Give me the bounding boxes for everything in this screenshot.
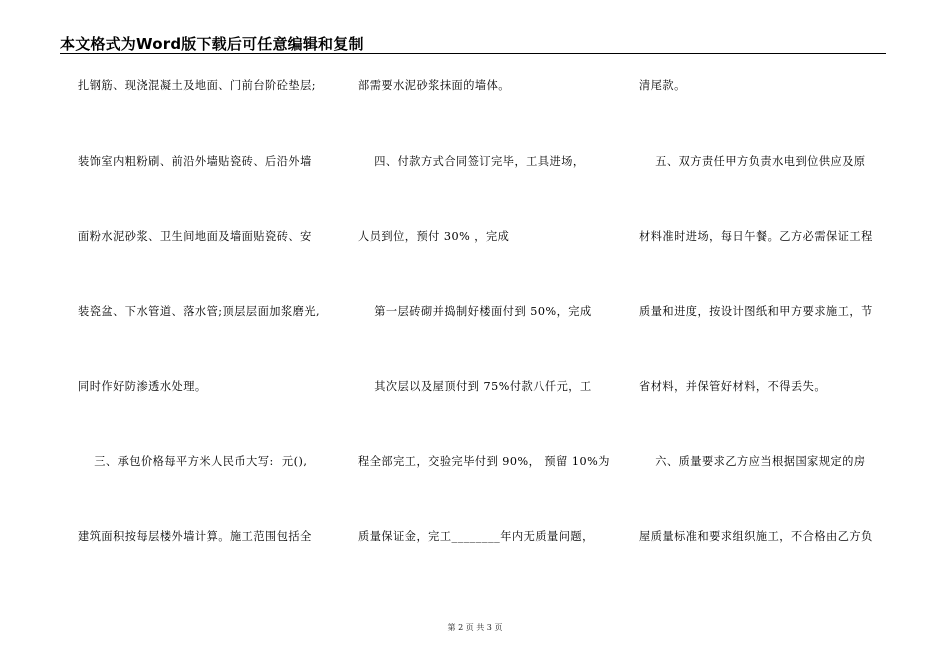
text-line: 五、双方责任甲方负责水电到位供应及原 bbox=[639, 155, 866, 168]
text-line: 三、承包价格每平方米人民币大写: 元(), bbox=[78, 455, 308, 468]
header-divider bbox=[60, 53, 886, 54]
text-line: 第一层砖砌并捣制好楼面付到 50%，完成 bbox=[358, 305, 592, 318]
text-line: 清尾款。 bbox=[639, 79, 686, 92]
text-line: 四、付款方式合同签订完毕，工具进场， bbox=[358, 155, 585, 168]
text-line: 人员到位，预付 30% ，完成 bbox=[358, 230, 510, 243]
page-number: 第 2 页 共 3 页 bbox=[447, 623, 503, 632]
text-line: 程全部完工，交验完毕付到 90%， 预留 10%为 bbox=[358, 455, 610, 468]
text-line: 材料准时进场，每日午餐。乙方必需保证工程 bbox=[639, 230, 873, 243]
text-line: 建筑面积按每层楼外墙计算。施工范围包括全 bbox=[78, 530, 312, 543]
text-line: 屋质量标准和要求组织施工，不合格由乙方负 bbox=[639, 530, 873, 543]
text-line: 装饰室内粗粉刷、前沿外墙贴瓷砖、后沿外墙 bbox=[78, 155, 312, 168]
text-line: 面粉水泥砂浆、卫生间地面及墙面贴瓷砖、安 bbox=[78, 230, 312, 243]
text-line: 省材料，并保管好材料，不得丢失。 bbox=[639, 380, 827, 393]
text-line: 质量和进度，按设计图纸和甲方要求施工，节 bbox=[639, 305, 873, 318]
text-line: 其次层以及屋顶付到 75%付款八仟元，工 bbox=[358, 380, 592, 393]
text-line: 质量保证金，完工________年内无质量问题， bbox=[358, 530, 594, 543]
document-header-title: 本文格式为Word版下载后可任意编辑和复制 bbox=[60, 35, 364, 53]
text-line: 扎钢筋、现浇混凝土及地面、门前台阶砼垫层; bbox=[78, 79, 317, 92]
text-line: 部需要水泥砂浆抹面的墙体。 bbox=[358, 79, 510, 92]
text-line: 六、质量要求乙方应当根据国家规定的房 bbox=[639, 455, 866, 468]
text-line: 装瓷盆、下水管道、落水管;顶层层面加浆磨光, bbox=[78, 305, 321, 318]
text-line: 同时作好防渗透水处理。 bbox=[78, 380, 207, 393]
